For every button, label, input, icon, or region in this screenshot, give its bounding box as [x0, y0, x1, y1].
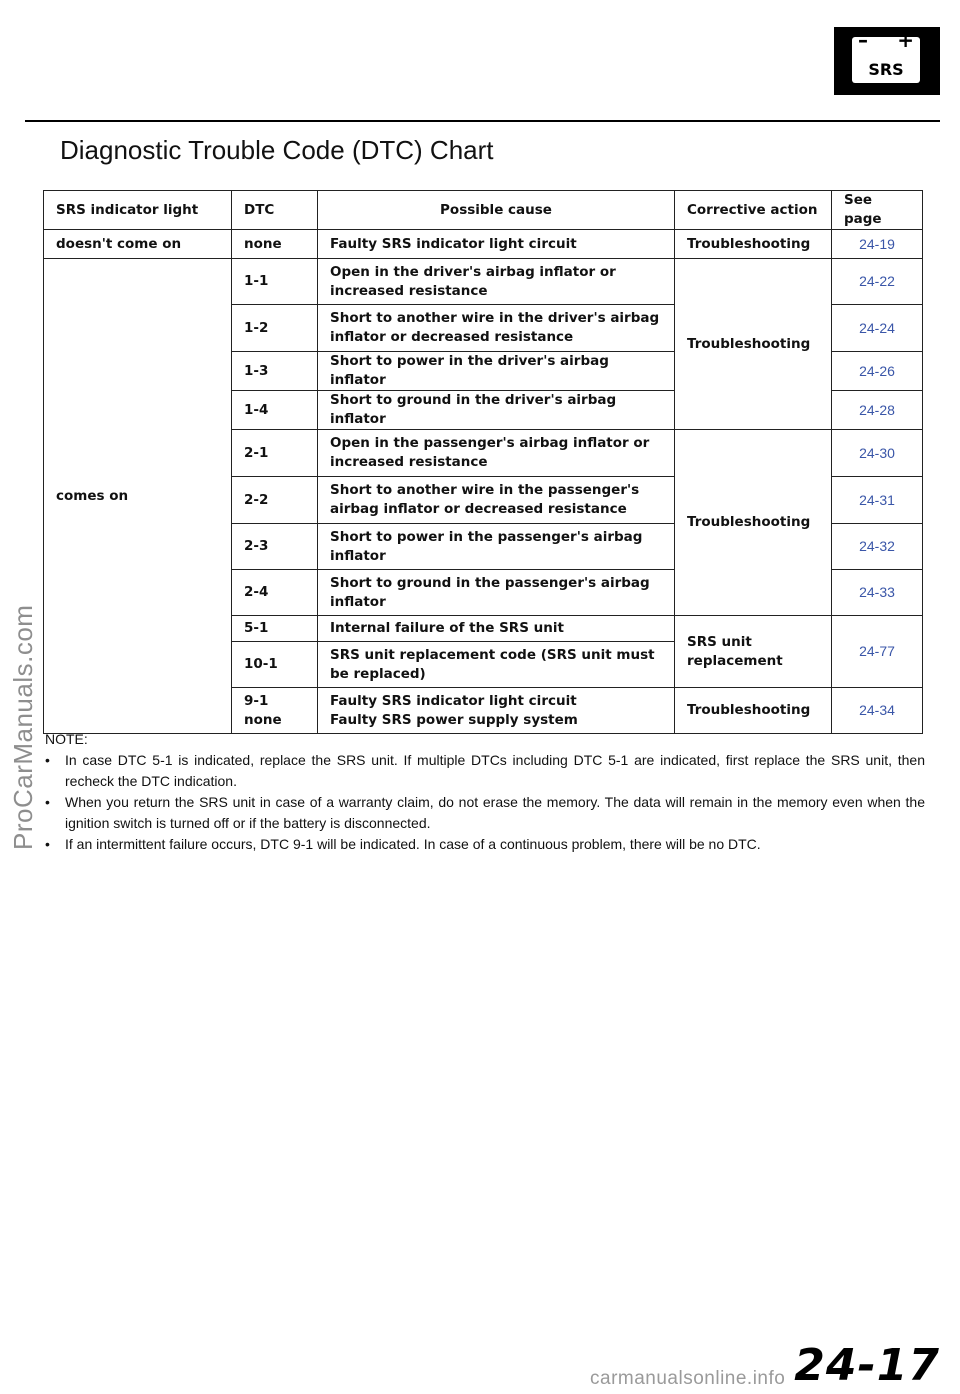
see-page-link[interactable]: 24-33 [832, 570, 923, 616]
dtc-code: 10-1 [232, 642, 318, 688]
table-row [44, 230, 923, 259]
note-item: • If an intermittent failure occurs, DTC 9-1 will be indicated. In case of a continuous problem, there will be no DTC. [45, 834, 925, 855]
notes-list [45, 750, 925, 855]
column-header-cause: Possible cause [318, 191, 675, 230]
possible-cause [318, 688, 675, 734]
dtc-code: 5-1 [232, 616, 318, 642]
page-number: 24-17 [794, 1340, 940, 1391]
srs-badge-face [852, 28, 920, 83]
corrective-action: Troubleshooting [675, 430, 832, 616]
possible-cause: Faulty SRS indicator light circuit [318, 230, 675, 259]
dtc-code: 2-4 [232, 570, 318, 616]
possible-cause: Short to power in the passenger's airbag inflator [318, 524, 675, 570]
dtc-code: 1-1 [232, 259, 318, 305]
dtc-chart-table [43, 190, 923, 734]
dtc-code: 2-2 [232, 477, 318, 524]
minus-terminal-icon: – [858, 28, 868, 52]
header-rule [25, 120, 940, 122]
page-title: Diagnostic Trouble Code (DTC) Chart [60, 135, 494, 165]
battery-terminals [852, 28, 920, 52]
column-header-page: See page [832, 191, 923, 230]
dtc-code: 1-4 [232, 391, 318, 430]
dtc-code: 1-2 [232, 305, 318, 352]
see-page-link[interactable]: 24-28 [832, 391, 923, 430]
dtc-code: 2-1 [232, 430, 318, 477]
column-header-light: SRS indicator light [44, 191, 232, 230]
table-header-row [44, 191, 923, 230]
see-page-link[interactable]: 24-30 [832, 430, 923, 477]
possible-cause: Open in the driver's airbag inflator or increased resistance [318, 259, 675, 305]
dtc-code: none [232, 230, 318, 259]
possible-cause: Short to power in the driver's airbag inflator [318, 352, 675, 391]
dtc-code-line: 9-1 [244, 692, 269, 709]
possible-cause: Short to ground in the passenger's airbag inflator [318, 570, 675, 616]
column-header-action: Corrective action [675, 191, 832, 230]
see-page-link[interactable]: 24-24 [832, 305, 923, 352]
note-item: • When you return the SRS unit in case of a warranty claim, do not erase the memory. The data will remain in the memory even when the ignition switch is turned off or if the battery is disconnected. [45, 792, 925, 834]
notes-heading: NOTE: [45, 731, 88, 747]
see-page-link[interactable]: 24-19 [832, 230, 923, 259]
column-header-dtc: DTC [232, 191, 318, 230]
see-page-link[interactable]: 24-77 [832, 616, 923, 688]
corrective-action: Troubleshooting [675, 259, 832, 430]
dtc-code [232, 688, 318, 734]
corrective-action: SRS unit replacement [675, 616, 832, 688]
possible-cause: Short to ground in the driver's airbag inflator [318, 391, 675, 430]
plus-terminal-icon: + [897, 28, 914, 52]
see-page-link[interactable]: 24-22 [832, 259, 923, 305]
possible-cause-line: Faulty SRS power supply system [330, 711, 578, 728]
dtc-code: 2-3 [232, 524, 318, 570]
dtc-code-line: none [244, 711, 282, 728]
table-row [44, 259, 923, 305]
possible-cause: Internal failure of the SRS unit [318, 616, 675, 642]
srs-badge-label: SRS [868, 60, 904, 79]
corrective-action: Troubleshooting [675, 688, 832, 734]
possible-cause-line: Faulty SRS indicator light circuit [330, 692, 577, 709]
note-item: • In case DTC 5-1 is indicated, replace the SRS unit. If multiple DTCs including DTC 5-1 are indicated, first replace the SRS unit, then recheck the DTC indication. [45, 750, 925, 792]
notes-section [45, 729, 925, 855]
dtc-code: 1-3 [232, 352, 318, 391]
possible-cause: SRS unit replacement code (SRS unit must be replaced) [318, 642, 675, 688]
see-page-link[interactable]: 24-26 [832, 352, 923, 391]
see-page-link[interactable]: 24-31 [832, 477, 923, 524]
footer-watermark: carmanualsonline.info [590, 1368, 786, 1389]
possible-cause: Open in the passenger's airbag inflator or increased resistance [318, 430, 675, 477]
light-state-off: doesn't come on [44, 230, 232, 259]
side-watermark-text: ProCarManuals.com [8, 604, 38, 850]
see-page-link[interactable]: 24-34 [832, 688, 923, 734]
see-page-link[interactable]: 24-32 [832, 524, 923, 570]
srs-battery-icon [834, 27, 940, 95]
corrective-action: Troubleshooting [675, 230, 832, 259]
possible-cause: Short to another wire in the passenger's airbag inflator or decreased resistance [318, 477, 675, 524]
possible-cause: Short to another wire in the driver's airbag inflator or decreased resistance [318, 305, 675, 352]
light-state-on: comes on [44, 259, 232, 734]
